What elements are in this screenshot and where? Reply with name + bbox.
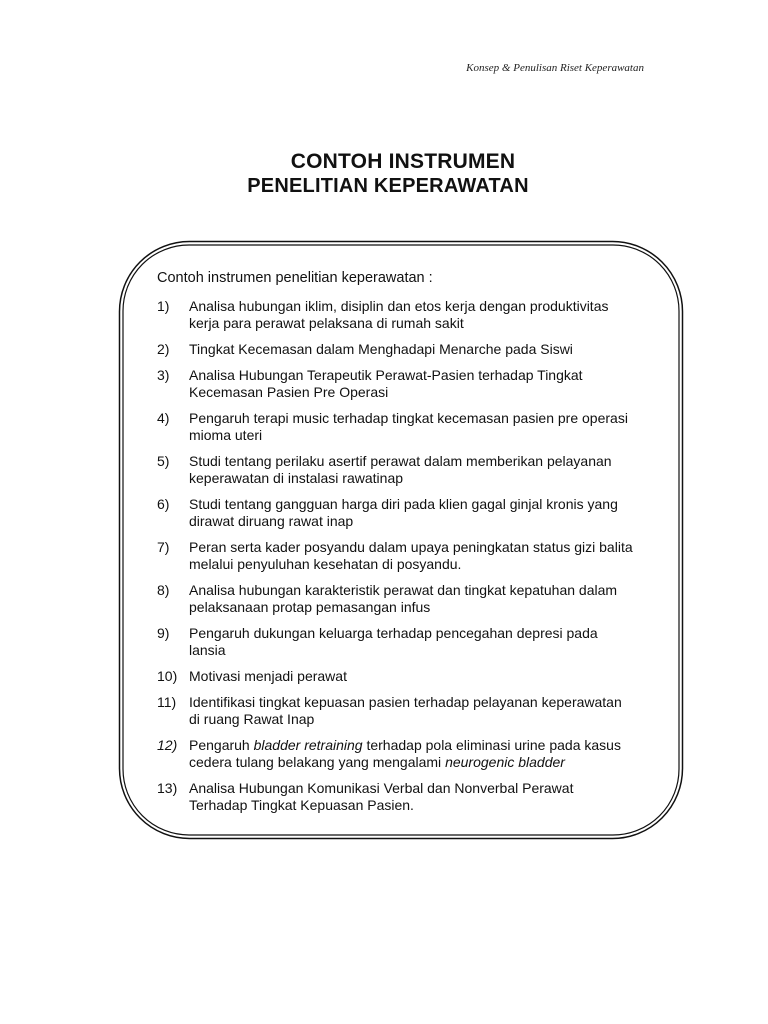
item-text: Peran serta kader posyandu dalam upaya peningkatan status gizi balita melalui penyuluhan kesehatan di posyandu.	[189, 539, 633, 572]
item-text: Identifikasi tingkat kepuasan pasien terhadap pelayanan keperawatan di ruang Rawat Inap	[189, 694, 622, 727]
item-number: 13)	[157, 780, 178, 796]
page-title-line-2: PENELITIAN KEPERAWATAN	[247, 175, 529, 197]
item-number: 3)	[157, 367, 170, 383]
item-number: 11)	[157, 694, 177, 710]
list-item-12	[157, 737, 635, 771]
list-item-10	[157, 668, 635, 685]
list-item-11	[157, 694, 635, 728]
item-number: 5)	[157, 453, 170, 469]
item-number: 2)	[157, 341, 170, 357]
item-number: 7)	[157, 539, 170, 555]
item-text: Pengaruh dukungan keluarga terhadap pencegahan depresi pada lansia	[189, 625, 598, 658]
list-item-7	[157, 539, 635, 573]
list-item-8	[157, 582, 635, 616]
item-number: 8)	[157, 582, 170, 598]
item-text-part: Pengaruh	[189, 737, 254, 753]
item-text: Pengaruh terapi music terhadap tingkat kecemasan pasien pre operasi mioma uteri	[189, 410, 628, 443]
list-item-3	[157, 367, 635, 401]
item-text: Studi tentang perilaku asertif perawat dalam memberikan pelayanan keperawatan di instalasi rawatinap	[189, 453, 612, 486]
item-text: Analisa hubungan iklim, disiplin dan etos kerja dengan produktivitas kerja para perawat pelaksana di rumah sakit	[189, 298, 609, 331]
item-number: 9)	[157, 625, 170, 641]
item-text: Studi tentang gangguan harga diri pada klien gagal ginjal kronis yang dirawat diruang rawat inap	[189, 496, 618, 529]
list-item-1	[157, 298, 635, 332]
instrument-list	[157, 298, 635, 823]
item-number: 6)	[157, 496, 170, 512]
item-text: Analisa hubungan karakteristik perawat dan tingkat kepatuhan dalam pelaksanaan protap pemasangan infus	[189, 582, 618, 615]
list-item-13	[157, 780, 635, 814]
list-item-4	[157, 410, 635, 444]
list-item-9	[157, 625, 635, 659]
list-intro: Contoh instrumen penelitian keperawatan :	[157, 270, 433, 286]
item-text	[189, 737, 621, 770]
item-text-italic: bladder retraining	[253, 737, 363, 753]
item-number: 4)	[157, 410, 170, 426]
item-number: 12)	[157, 737, 178, 753]
page-title-line-1: CONTOH INSTRUMEN	[290, 150, 516, 173]
item-text-italic: neurogenic bladder	[445, 754, 565, 770]
item-text: Analisa Hubungan Komunikasi Verbal dan Nonverbal Perawat Terhadap Tingkat Kepuasan Pasien.	[189, 780, 574, 813]
list-item-6	[157, 496, 635, 530]
item-number: 10)	[157, 668, 178, 684]
list-item-5	[157, 453, 635, 487]
list-item-2	[157, 341, 635, 358]
item-text: Tingkat Kecemasan dalam Menghadapi Menarche pada Siswi	[189, 341, 573, 357]
item-number: 1)	[157, 298, 170, 314]
running-header: Konsep & Penulisan Riset Keperawatan	[466, 62, 644, 74]
item-text: Analisa Hubungan Terapeutik Perawat-Pasien terhadap Tingkat Kecemasan Pasien Pre Operasi	[189, 367, 583, 400]
item-text: Motivasi menjadi perawat	[189, 668, 347, 684]
item-text-part: terhadap pola eliminasi urine pada kasus cedera tulang belakang yang mengalami	[189, 737, 621, 770]
